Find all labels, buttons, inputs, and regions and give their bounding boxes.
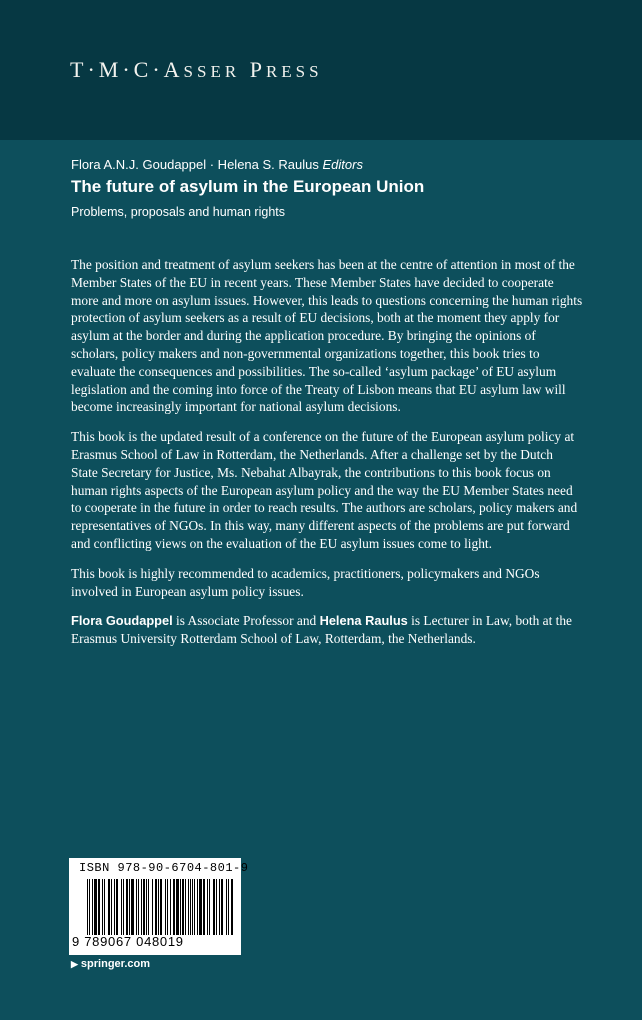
publisher-band <box>0 0 642 140</box>
barcode-bar <box>92 879 93 935</box>
barcode-bar <box>141 879 142 935</box>
book-subtitle: Problems, proposals and human rights <box>71 205 286 219</box>
barcode-bar <box>136 879 137 935</box>
barcode-bar <box>98 879 100 935</box>
barcode-bar <box>104 879 105 935</box>
arrow-right-icon: ▶ <box>71 959 78 969</box>
blurb-paragraph-1: The position and treatment of asylum seekers has been at the centre of attention in most of the Member States of the EU in recent years. These Member States have decided to cooperate more and more on asylum issues. However, this leads to questions concerning the human rights protection of asylum seekers as a result of EU decisions, both at the moment they apply for asylum at the border and during the application procedure. By bringing the opinions of scholars, policy makers and non-governmental organizations together, this book tries to evaluate the consequences and possibilities. The so-called ‘asylum package’ of EU asylum legislation and the coming into force of the Treaty of Lisbon means that EU asylum law will become increasingly important for national asylum decisions. <box>71 257 583 415</box>
barcode-bar <box>207 879 208 935</box>
barcode-bar <box>180 879 181 935</box>
barcode-bar <box>143 879 145 935</box>
isbn-label: ISBN 978-90-6704-801-9 <box>79 861 249 875</box>
barcode-bar <box>102 879 103 935</box>
author-name-2: Helena Raulus <box>319 613 408 629</box>
barcode-bar <box>121 879 122 935</box>
barcode-bar <box>219 879 220 935</box>
barcode-bar <box>213 879 215 935</box>
barcode-bar <box>170 879 171 935</box>
barcode-bar <box>116 879 118 935</box>
springer-link[interactable] <box>71 958 150 970</box>
barcode-bar <box>188 879 189 935</box>
blurb <box>71 256 583 660</box>
barcode-bar <box>111 879 112 935</box>
barcode-bar <box>146 879 147 935</box>
barcode-bar <box>182 879 184 935</box>
springer-link-text: springer.com <box>80 958 150 970</box>
blurb-paragraph-2: This book is the updated result of a conference on the future of the European asylum policy at Erasmus School of Law in Rotterdam, the Netherlands. After a challenge set by the Dutch State Secretary for Justice, Ms. Nebahat Albayrak, the contributions to this book focus on human rights aspects of the European asylum policy and the way the EU Member States need to cooperate in the future in order to reach results. The authors are scholars, policy makers and representatives of NGOs. In this way, many different aspects of the problems are put forward and conflicting views on the evaluation of the EU asylum issues come to light. <box>71 429 578 551</box>
barcode-bar <box>138 879 139 935</box>
barcode-bar <box>185 879 186 935</box>
book-title: The future of asylum in the European Union <box>71 177 425 196</box>
barcode-bar <box>203 879 205 935</box>
barcode-bar <box>192 879 193 935</box>
barcode-bar <box>160 879 162 935</box>
barcode-bar <box>87 879 88 935</box>
isbn-barcode <box>69 858 249 955</box>
barcode-bar <box>231 879 233 935</box>
blurb-paragraph-3: This book is highly recommended to academics, practitioners, policymakers and NGOs involved in European asylum policy issues. <box>71 565 540 599</box>
barcode-bars <box>87 879 233 935</box>
barcode-bar <box>167 879 168 935</box>
barcode-bar <box>226 879 227 935</box>
barcode-bar <box>197 879 198 935</box>
barcode-bar <box>123 879 124 935</box>
barcode-bar <box>228 879 229 935</box>
barcode-bar <box>108 879 110 935</box>
author-bio <box>71 612 583 648</box>
editors-line <box>71 157 363 172</box>
publisher-logo <box>70 56 400 84</box>
barcode-bar <box>216 879 217 935</box>
barcode-bar <box>131 879 134 935</box>
barcode-bar <box>148 879 149 935</box>
barcode-bar <box>114 879 115 935</box>
barcode-bar <box>126 879 128 935</box>
barcode-bar <box>165 879 166 935</box>
barcode-bar <box>199 879 202 935</box>
barcode-bar <box>94 879 97 935</box>
barcode-bar <box>190 879 191 935</box>
barcode-bar <box>194 879 195 935</box>
svg-text:T·M·C·ASSER PRESS: T·M·C·ASSER PRESS <box>70 57 323 82</box>
barcode-bar <box>155 879 157 935</box>
author-bio-text-2: is Lecturer in Law, both at the Erasmus University Rotterdam School of Law, Rotterdam, the Netherlands. <box>71 613 572 647</box>
barcode-bar <box>209 879 210 935</box>
barcode-bar <box>176 879 179 935</box>
editors-role: Editors <box>322 157 363 172</box>
barcode-bar <box>152 879 153 935</box>
barcode-bar <box>173 879 175 935</box>
barcode-bar <box>221 879 223 935</box>
ean-digits: 9 789067 048019 <box>72 934 184 949</box>
barcode-bar <box>89 879 90 935</box>
author-bio-text-1: is Associate Professor and <box>172 613 320 629</box>
author-name-1: Flora Goudappel <box>71 613 173 629</box>
editors-names: Flora A.N.J. Goudappel · Helena S. Raulus <box>71 157 319 172</box>
barcode-bar <box>158 879 159 935</box>
barcode-bar <box>129 879 130 935</box>
publisher-wordmark <box>70 56 400 84</box>
